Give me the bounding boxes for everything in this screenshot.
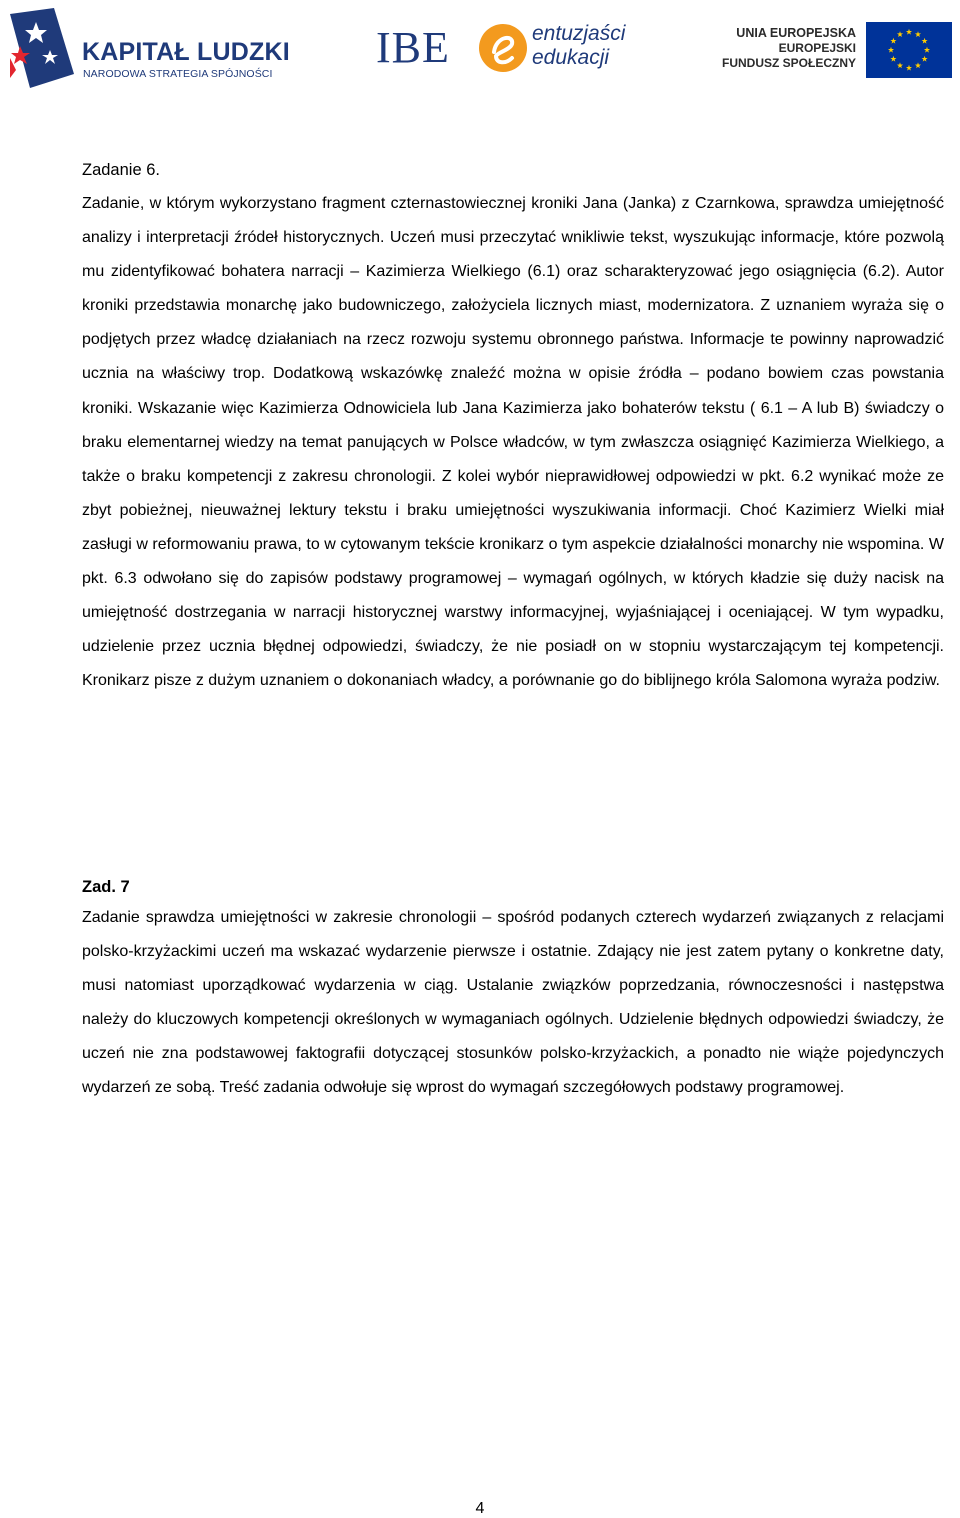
kapital-ludzki-title: KAPITAŁ LUDZKI (82, 38, 290, 66)
kapital-ludzki-subtitle: NARODOWA STRATEGIA SPÓJNOŚCI (83, 68, 273, 80)
eu-line1: UNIA EUROPEJSKA (736, 26, 856, 40)
section-zad-7 (82, 873, 944, 1106)
ibe-logo (376, 18, 646, 78)
kapital-ludzki-logo (10, 8, 290, 88)
eu-flag-icon (866, 22, 952, 78)
entuzjasci-e-icon (478, 18, 528, 78)
eu-line3: FUNDUSZ SPOŁECZNY (721, 56, 856, 70)
page-number: 4 (475, 1500, 485, 1517)
section-heading: Zadanie 6. (82, 161, 160, 179)
kapital-ludzki-stars-icon (10, 8, 76, 88)
ibe-tagline-line2: edukacji (532, 46, 610, 69)
section-heading: Zad. 7 (82, 878, 130, 896)
ibe-tagline (532, 22, 625, 70)
eu-text-block (722, 26, 856, 71)
page-header (0, 0, 960, 100)
section-body: Zadanie, w którym wykorzystano fragment czternastowiecznej kroniki Jana (Janka) z Czarnkowa, sprawdza umiejętność analizy i interpretacji źródeł historycznych. Uczeń musi przeczytać wnikliwie tekst, wyszukując informacje, które pozwolą mu zidentyfikować bohatera narracji – Kazimierza Wielkiego (6.1) oraz scharakteryzować jego osiągnięcia (6.2). Autor kroniki przedstawia monarchę jako budowniczego, założyciela licznych miast, modernizatora. Z uznaniem wyraża się o podjętych przez władcę działaniach na rzecz rozwoju systemu obronnego państwa. Informacje te powinny naprowadzić ucznia na właściwy trop. Dodatkową wskazówkę znaleźć można w opisie źródła – podano bowiem czas powstania kroniki. Wskazanie więc Kazimierza Odnowiciela lub Jana Kazimierza jako bohaterów tekstu ( 6.1 – A lub B) świadczy o braku elementarnej wiedzy na temat panujących w Polsce władców, w tym zwłaszcza osiągnięć Kazimierza Wielkiego, a także o braku kompetencji z zakresu chronologii. Z kolei wybór nieprawidłowej odpowiedzi w pkt. 6.2 wynikać może ze zbyt pobieżnej, nieuważnej lektury tekstu i braku umiejętności wyszukiwania informacji. Choć Kazimierz Wielki miał zasługi w reformowaniu prawa, to w cytowanym tekście kronikarz o tym aspekcie działalności monarchy nie wspomina. W pkt. 6.3 odwołano się do zapisów podstawy programowej – wymagań ogólnych, w których kładzie się duży nacisk na umiejętność dostrzegania w narracji historycznej warstwy informacyjnej, wyjaśniającej i oceniającej. W tym wypadku, udzielenie przez ucznia błędnej odpowiedzi, świadczy, że nie posiadł on w stopniu wystarczającym tej kompetencji. Kronikarz pisze z dużym uznaniem o dokonaniach władcy, a porównanie go do biblijnego króla Salomona wyraża podziw. (82, 195, 944, 690)
eu-logo (721, 22, 952, 78)
ibe-tagline-line1: entuzjaści (532, 22, 626, 45)
ibe-wordmark: IBE (376, 23, 450, 72)
section-body: Zadanie sprawdza umiejętności w zakresie chronologii – spośród podanych czterech wydarzeń związanych z relacjami polsko-krzyżackimi uczeń ma wskazać wydarzenie pierwsze i ostatnie. Zdający nie jest zatem pytany o konkretne daty, musi natomiast uporządkować wydarzenia w ciąg. Ustalanie związków poprzedzania, równoczesności i następstwa należy do kluczowych kompetencji określonych w wymaganiach ogólnych. Udzielenie błędnych odpowiedzi świadczy, że uczeń nie zna podstawowej faktografii dotyczącej stosunków polsko-krzyżackich, a ponadto nie wiąże pojedynczych wydarzeń ze sobą. Treść zadania odwołuje się wprost do wymagań szczegółowych podstawy programowej. (82, 909, 944, 1097)
eu-line2: EUROPEJSKI (778, 41, 856, 55)
section-zadanie-6 (82, 153, 944, 698)
